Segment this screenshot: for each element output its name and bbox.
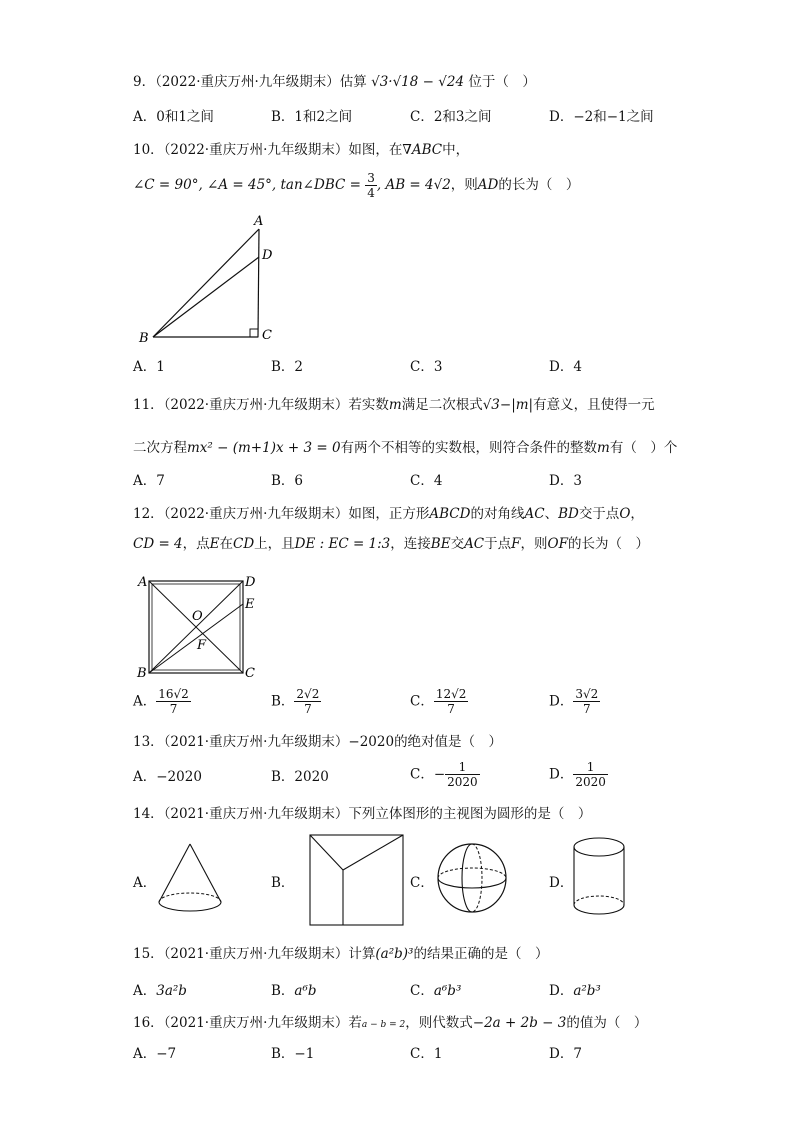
q12-option-c[interactable]: C． $\frac{12√2}{7}$ xyxy=(410,687,467,716)
sphere-icon[interactable] xyxy=(434,840,514,920)
q12-square-figure xyxy=(133,573,273,681)
q11-option-d[interactable]: D．3 xyxy=(549,473,582,489)
q13-option-b[interactable]: B．2020 xyxy=(271,769,329,785)
q14-option-c-label[interactable]: C． xyxy=(410,875,434,891)
q14-option-d-label[interactable]: D． xyxy=(549,875,574,891)
q13-option-d[interactable]: D． $\frac{1}{2020}$ xyxy=(549,760,606,789)
label-d: D xyxy=(262,248,273,263)
label-o: O xyxy=(192,609,203,624)
question-14-stem: 14．（2021·重庆万州·九年级期末）下列立体图形的主视图为圆形的是（ ） xyxy=(133,806,592,822)
triangular-prism-icon[interactable] xyxy=(303,830,413,930)
tan-fraction: $\frac{3}{4}$ xyxy=(367,171,375,200)
label-c: C xyxy=(245,666,255,681)
q11-option-a[interactable]: A．7 xyxy=(133,473,165,489)
q16-option-a[interactable]: A．−7 xyxy=(133,1046,177,1062)
q10-triangle-figure xyxy=(133,213,283,346)
question-12-stem-line1: 12．（2022·重庆万州·九年级期末）如图，正方形ABCD的对角线AC、BD交于点O， xyxy=(133,506,644,522)
label-e: E xyxy=(245,597,255,612)
question-12-stem-line2: CD = 4，点E在CD上，且DE : EC = 1:3，连接BE交AC于点F，则OF的长为（ ） xyxy=(133,536,649,552)
q12-option-d[interactable]: D． $\frac{3√2}{7}$ xyxy=(549,687,599,716)
label-a: A xyxy=(138,575,148,590)
q15-option-b[interactable]: B．a⁶b xyxy=(271,983,317,999)
q9-option-a[interactable]: A．0和1之间 xyxy=(133,109,214,125)
question-9-stem: 9．（2022·重庆万州·九年级期末）估算 √3·√18 − √24 位于（ ） xyxy=(133,74,536,90)
cylinder-icon[interactable] xyxy=(572,835,632,920)
q9-option-d[interactable]: D．−2和−1之间 xyxy=(549,109,654,125)
q13-option-a[interactable]: A．−2020 xyxy=(133,769,202,785)
q15-option-a[interactable]: A．3a²b xyxy=(133,983,187,999)
question-10-stem-line1: 10．（2022·重庆万州·九年级期末）如图，在∇ABC中， xyxy=(133,142,470,158)
q10-option-b[interactable]: B．2 xyxy=(271,359,304,375)
q16-option-d[interactable]: D．7 xyxy=(549,1046,582,1062)
label-d: D xyxy=(245,575,256,590)
q11-option-c[interactable]: C．4 xyxy=(410,473,443,489)
label-a: A xyxy=(254,214,264,229)
q14-option-a-label[interactable]: A． xyxy=(133,875,157,891)
q13-option-c[interactable]: C．− $\frac{1}{2020}$ xyxy=(410,760,478,789)
question-10-stem-line2: ∠C = 90°, ∠A = 45°, tan∠DBC = $\frac{3}{4}$ , AB = 4√2，则AD的长为（ ） xyxy=(133,171,580,200)
q16-option-c[interactable]: C．1 xyxy=(410,1046,443,1062)
question-11-stem-line2: 二次方程mx² − (m+1)x + 3 = 0有两个不相等的实数根，则符合条件的整数m有（ ）个 xyxy=(133,440,678,456)
q15-option-d[interactable]: D．a²b³ xyxy=(549,983,601,999)
q11-option-b[interactable]: B．6 xyxy=(271,473,304,489)
question-11-stem-line1: 11．（2022·重庆万州·九年级期末）若实数m满足二次根式√3−|m|有意义，且使得一元 xyxy=(133,397,655,413)
q9-option-c[interactable]: C．2和3之间 xyxy=(410,109,492,125)
q16-option-b[interactable]: B．−1 xyxy=(271,1046,315,1062)
question-15-stem: 15．（2021·重庆万州·九年级期末）计算(a²b)³的结果正确的是（ ） xyxy=(133,946,549,962)
q9-option-b[interactable]: B．1和2之间 xyxy=(271,109,353,125)
q15-option-c[interactable]: C．a⁶b³ xyxy=(410,983,462,999)
label-f: F xyxy=(197,638,207,653)
label-b: B xyxy=(137,666,147,681)
q10-option-a[interactable]: A．1 xyxy=(133,359,165,375)
q12-option-a[interactable]: A． $\frac{16√2}{7}$ xyxy=(133,687,189,716)
label-b: B xyxy=(139,331,149,346)
cone-icon[interactable] xyxy=(155,840,225,920)
question-16-stem: 16．（2021·重庆万州·九年级期末）若a − b = 2，则代数式−2a + 2b − 3的值为（ ） xyxy=(133,1015,648,1031)
q14-option-b-label[interactable]: B． xyxy=(271,875,295,891)
q10-option-d[interactable]: D．4 xyxy=(549,359,582,375)
q12-option-b[interactable]: B． $\frac{2√2}{7}$ xyxy=(271,687,320,716)
q10-option-c[interactable]: C．3 xyxy=(410,359,443,375)
question-13-stem: 13．（2021·重庆万州·九年级期末）−2020的绝对值是（ ） xyxy=(133,734,503,750)
label-c: C xyxy=(262,328,272,343)
